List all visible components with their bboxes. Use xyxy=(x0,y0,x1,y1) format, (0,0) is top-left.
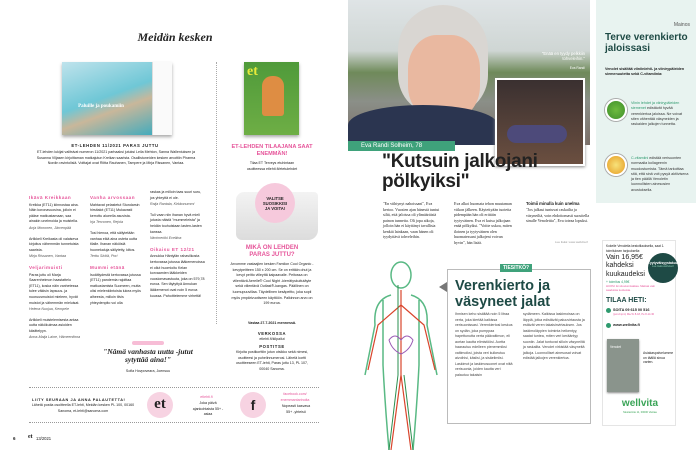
wellvita-logo: wellvita xyxy=(621,398,659,409)
magazine-cover: et xyxy=(244,62,299,135)
letter-text: raskas ja milloin taas suuri suru, jos yhteyttä ei ole. xyxy=(150,190,202,200)
facebook-text: Nopeasti kasvava 55+ -yhteisö xyxy=(281,404,311,414)
grape-leaf-icon xyxy=(605,99,627,121)
letter-heading: Vanha arvossaan xyxy=(90,195,136,200)
vote-heading: MIKÄ ON LEHDEN PARAS JUTTU? xyxy=(245,245,299,258)
article-col-1: "En viihtynyt nahoissani", Eva kertoo. Vuosien ajan hänestä tuntui siltä, että jaloissa oli ylimääräistä painon tunnetta. Oli jopa aikoja, jolloin hän ei käyttänyt tavallisia kenkiä lainkaan, vaan hänen oli tyydyttävä tohveleihin. xyxy=(383,201,440,239)
service-text: Asiakaspalvelumme on täällä sinua varten. xyxy=(643,351,674,365)
right-page xyxy=(348,0,696,450)
headline: "Kutsuin jalkojani pölkyiksi" xyxy=(382,151,538,192)
article-col-3-heading: Toimii minulla kuin unelma xyxy=(526,201,580,206)
info-box-pointer xyxy=(439,282,447,292)
letter-heading: Ikävä Kreikkaan xyxy=(29,195,72,200)
facebook-icon[interactable]: f xyxy=(240,392,266,418)
letter-heading: Mummi etänä xyxy=(90,264,125,270)
ad-intro: Venolet sisältää viiniinlehti- ja viinirypäleiden siemenuutetta sekä C-vitamiinia: xyxy=(605,67,685,76)
quote-signature: Sofia Hovpoveara, Joensuu xyxy=(125,369,171,373)
feature-spread-image xyxy=(62,62,172,135)
info-col-2: sydämeen. Kaikissa laskimoissa on läppiä, jotka edistävät paluuvirtausta ja estävät veren takaisinvirtauksen. Jos laskimoläppien toiminta heikentyy, saatat tuntea, miten veri kerääntyy suoniin. Jalat tuntuvat silloin väsyneiltä ja raskailta. Venolet virkistää väsyneitä jalkoja. Luonnolliset ainesosat voivat edistää jalkojen verenkiertoa. xyxy=(523,312,585,360)
product-box xyxy=(607,339,639,392)
facebook-link[interactable]: facebook.com/ enemmantarinoita xyxy=(280,392,310,402)
join-text: Lähetä postia osoitteella ET-lehti, Meidän kesken PL 100, 00160 Sanoma, et-lehti@sanoma.com xyxy=(31,403,135,413)
brand-address: Mestarintie 11, 00000 Vantaa xyxy=(623,411,657,414)
site-text: Joka päivä ajankohtaista 55+ -asiaa xyxy=(192,401,224,417)
ad-item-1-text: edistävät hyvää verenkiertoa jaloissa. Ne voivat siten vähentää väsyneiden ja raskaiden jalkojen tunnetta. xyxy=(631,106,683,127)
product-name: Venolet xyxy=(610,345,621,349)
section-title: Meidän kesken xyxy=(137,30,213,44)
seal-text: Tyytyväisyystakuu! xyxy=(648,261,680,265)
article-col-3: "Jos jalkasi tuntuvat raskailta ja väsyneiltä, voin ehdottomasti suositella sinulle Venolettia", Eva toteaa lopuksi. xyxy=(526,207,590,223)
feature-image-title: Paluille ja poukamiin xyxy=(78,104,124,109)
letter-text: Tuli vaan niin ihanan hyvä mieli jutusta näistä "mummeleista" ja heidän touhuistaan lasten-lasten kanssa. xyxy=(150,212,202,234)
guarantee-seal xyxy=(648,253,678,283)
divider-vertical xyxy=(216,62,217,324)
letter-signature: Mirja Rissanen, Vantaa xyxy=(29,254,67,259)
vote-text: Arvomme vastaajien kesken Familon Cool Organic -kevytpeitteen 150 x 200 cm. Se on erittäin ohut ja kevyt peitto viileyttä kaipaavalle. Peitossa on viilentävä Aerelle® Cool Night -kierrätyskuitutäyte sekä viilentävä Outlast®-kangas. Päällinen on luomupuuvillaa. Täydellinen kesäpeitto, joka sopii myös ympärivuotiseen käyttöön. Palkinnon arvo on 199 euroa. xyxy=(230,262,314,306)
letter-heading: Veljarimuisti xyxy=(29,264,63,270)
offer-note: HUOM. Ei sitoutumisaikaa. Maksat vain saaduista tuotteista. xyxy=(606,284,656,292)
letter-text: Mahtavat pelastetut Stundarsin hirsitalot (ET11) Mukavasti kerrottu alueella asuvista. xyxy=(90,202,140,218)
post-text: Kirjoita postikorttiin jutun otsikko sekä nimesi, osoitteesi ja puhelinnumerosi. Lähetä kortti osoitteeseen ET-lehti, Paras juttu 13, PL 107, 00040 Sanoma. xyxy=(235,350,309,371)
phone-number[interactable]: SOITA 09 615 00 516 xyxy=(613,308,650,312)
ad-item-1 xyxy=(631,101,689,127)
ad-item-2-highlight: C-vitamiini xyxy=(631,156,649,160)
best-story-heading: ET-LEHDEN 11/2021 PARAS JUTTU xyxy=(71,143,159,148)
info-tag: TIESITKÖ? xyxy=(500,264,532,272)
prize-badge-text: VALITSE SUOSIKKISI JA VOITA! xyxy=(262,195,288,211)
letter-heading: Oikaisu ET 12/21 xyxy=(150,246,195,252)
order-heading: TILAA HETI: xyxy=(606,297,647,304)
reader-quote: "Nämä vanhasta uutta -jutut sytyttää aina!" xyxy=(103,347,193,364)
best-story-text: ET-lehden lukijat valitsivat numeron 11/2021 parhaaksi jutuksi Leila Mehton, Sanna Walleniuksen ja Susanna Viljasen kirjoittaman matkajutun Kreikan saarista. Osallistuneiden kesken arvottiin Pharma Nordin ravintolisiä. Voittajat ovat Riitta Rauhanen, Tampere ja Mirja Rissanen, Vantaa. xyxy=(36,150,196,166)
ad-title: Terve verenkierto jaloissasi xyxy=(605,32,688,54)
offer-box xyxy=(602,240,680,426)
letter-signature: Helena Nuojua, Kempele xyxy=(29,307,69,312)
letter-text: Artikkeli muistelemisesta antaa uutta näkökulmaa asioiden käsittelyyn. xyxy=(29,317,79,333)
et-logo: et xyxy=(147,392,173,418)
issue-logo: et xyxy=(28,434,33,440)
ad-item-2 xyxy=(631,156,689,193)
seal-subtext: Lue lisää wellvita.fi xyxy=(652,265,674,268)
letters-column xyxy=(90,190,144,306)
article-col-2: Eva alkoi huomata tehon muutaman viikon jälkeen. Käytettyään tuotetta pidempään hän oli erittäin tyytyväinen. Eva ei kutsu jalkojaan enää pölkyiksi. "Voitte uskoa, miten iloinen ja tyytyväinen olen huomatessani jalkojeni voivan hyvin", hän lisää. xyxy=(454,201,512,245)
letters-column xyxy=(150,190,206,299)
join-heading: LIITY SEURAAN JA ANNA PALAUTETTA! xyxy=(32,398,126,402)
offer-intro: Kokeile Venoletia kestotilauksella, saat 1. toimituksen tarjouksella: xyxy=(606,244,665,253)
ad-label: Mainos xyxy=(673,22,690,28)
letter-signature: Nimimerkki Eveliina xyxy=(150,236,182,241)
name-label: Eva Randi Solheim, 78 xyxy=(348,141,455,151)
letter-text: Kreikka (ET11) kiinnostaa aina. Näin koronavuosina, jolloin ei pääse matkustamaan, saa ainakin unelmoida ja muistella. xyxy=(29,202,79,224)
feedback-footer xyxy=(29,387,319,423)
circulation-illustration xyxy=(353,255,448,450)
ad-column xyxy=(596,0,696,450)
photo-quote-signature: Eva Randi xyxy=(569,66,585,70)
site-link[interactable]: etlehti.fi xyxy=(200,395,213,399)
letter-signature: Anna-Maija Laine, Hämeenlinna xyxy=(29,335,81,340)
phone-icon xyxy=(606,308,611,313)
letter-text: Isoäitiydestä kertovassa jutussa (ET11) pandemia rajoittaa matkustamista Suomeen, mutta olisi mielenkiintoista lukea myös alheesta, milloin tiivis yhteydenpito voi olla xyxy=(90,272,141,305)
photo-quote: "Enää en tyydy pelkkiin tohveleihin." xyxy=(541,51,585,61)
letter-signature: Anja Mononen, Järvenpää xyxy=(29,225,71,230)
phone-hours: (pvm/mpm) Ma-To 8-18, Pe 8-14.30 xyxy=(613,313,655,316)
letters-column xyxy=(29,190,81,344)
letter-text: Artikkeli Kreikasta oli valaiseva kirjoitus vähemmän tunnetuista saarista. xyxy=(29,236,79,252)
ad-item-1-highlight: Viinin lehdet ja viinirypäleiden siemenet xyxy=(631,101,680,111)
info-col-1: Ihmisen keho sisältää noin 5 litraa verta, joka kiertää kaikissa verisuonissasi. Verenkiertosi keskus on sydän, joka pumppaa hapettunutta verta päävaltimon, eli aortan kautta elimistöösi. Aortta haarautuu edelleen pienemmiksi valtimoiksi, joista veri kulkeutuu aivoihisi, käsiisi, ja sisäelimiisi. Laskimot ja laskimosuonet ovat niitä verisuonia, joiden kautta veri palautuu takaisin xyxy=(455,312,513,377)
online-heading: VERKOSSA xyxy=(257,331,287,336)
online-link[interactable]: etlehti.fi/kilpailut xyxy=(259,337,285,341)
offer-shipping: + toimitus 4,95€ xyxy=(606,280,630,284)
post-heading: POSTITSE xyxy=(259,344,285,349)
info-title: Verenkierto ja väsyneet jalat xyxy=(455,278,551,310)
ad-item-2-text: edistää verisuonten normaalia kollageenin muodostumista. Tämä tarkoittaa sitä, että sinä voit pysyä aktiivisena ja tien päällä Venoletin luonnollisten ainesosien avustuksella. xyxy=(631,156,689,192)
web-icon xyxy=(606,323,611,328)
subscriber-heading: ET-LEHDEN TILAAJANA SAAT ENEMMÄN! xyxy=(231,144,313,157)
vote-deadline: Vastaa 27.7.2021 mennessä. xyxy=(248,321,296,325)
letter-text: Paras juttu oli Marja Saarenheimon haastattelu (ET11), koska näin vanhetessa tulee väkisin lapsuus- ja nuoruusmuistot mieleen, hyvät muistot ja vähemmän mieluisat. xyxy=(29,272,80,305)
letter-text: Annukka Häntylän rahavilkosta kertovassa jutussa lääkemenoissa ei ollut huomioitu Kelan korvaamien lääkkeiden vuosiomavastuuta, joka on 579,78 euroa. Sen täytyttyä Annukan lääkemenot ovat noin 5 euroa kuussa. Pahoittelemme virhettä! xyxy=(150,254,205,298)
letter-text: Tosi hienoa, että säilytetään vanhaa eikä aina osteta uutta tilalle. Ihanan näköisiä huonekaluja säilytetty, kiitos. xyxy=(90,230,137,252)
web-link[interactable]: www.wellvita.fi xyxy=(613,323,640,327)
info-box xyxy=(447,265,591,424)
letter-signature: Irja Tervonen, Rejola xyxy=(90,220,124,225)
letter-signature: Terttu Sirkiä, Pori xyxy=(90,254,118,259)
citrus-icon xyxy=(605,154,627,176)
page-number: 6 xyxy=(13,436,16,441)
offer-price: Vain 16,95€ kahdeksi kuukaudeksi xyxy=(606,254,645,278)
quote-brush xyxy=(132,341,164,345)
prize-badge xyxy=(255,183,295,223)
issue-number: 13/2021 xyxy=(36,436,52,441)
subscriber-text: Tilaa ET Terveys etuhintaan osoitteessa etlehti.fi/etetulehdet xyxy=(246,161,298,171)
photo-credit: Lue lisää: www.wellvita.fi xyxy=(554,240,588,244)
letter-signature: Raija Rantala, Kirkkonummi xyxy=(150,202,195,207)
